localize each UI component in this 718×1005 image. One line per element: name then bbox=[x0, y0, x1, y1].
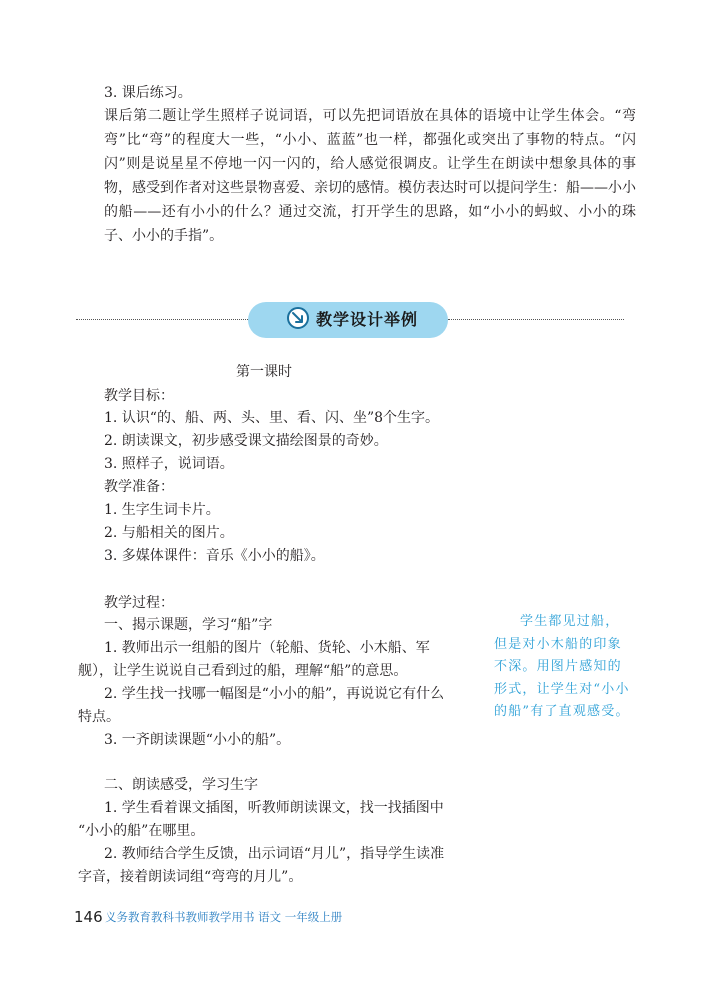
arrow-circle-icon bbox=[287, 307, 309, 329]
section2-title: 二、朗读感受，学习生字 bbox=[104, 777, 258, 793]
divider-left bbox=[76, 319, 248, 320]
page-number: 146 bbox=[74, 908, 103, 926]
prep-item: 1. 生字生词卡片。 bbox=[104, 502, 220, 518]
section2-line: “小小的船”在哪里。 bbox=[78, 823, 205, 839]
goals-heading: 教学目标： bbox=[104, 388, 174, 404]
goal-item: 1. 认识“的、船、两、头、里、看、闪、坐”8个生字。 bbox=[104, 410, 440, 426]
exercise-heading: 3. 课后练习。 bbox=[104, 85, 192, 101]
exercise-body: 课后第二题让学生照样子说词语，可以先把词语放在具体的语境中让学生体会。“弯弯”比“弯”的程度大一些，“小小、蓝蓝”也一样，都强化或突出了事物的特点。“闪闪”则是说星星不停地一闪一闪的，给人感觉很调皮。让学生在朗读中想象具体的事物，感受到作者对这些景物喜爱、亲切的感情。模仿表达时可以提问学生：船——小小的船——还有小小的什么？通过交流，打开学生的思路，如“小小的蚂蚁、小小的珠子、小小的手指”。 bbox=[104, 108, 636, 244]
side-note: 学生都见过船，但是对小木船的印象不深。用图片感知的形式，让学生对“小小的船”有了直观感受。 bbox=[494, 614, 630, 720]
section1-title: 一、揭示课题，学习“船”字 bbox=[104, 617, 273, 633]
goal-item: 2. 朗读课文，初步感受课文描绘图景的奇妙。 bbox=[104, 433, 388, 449]
banner-title: 教学设计举例 bbox=[316, 310, 419, 329]
process-heading: 教学过程： bbox=[104, 595, 174, 611]
divider-right bbox=[448, 319, 624, 320]
prep-heading: 教学准备： bbox=[104, 479, 174, 495]
book-title: 义务教育教科书教师教学用书 语文 一年级上册 bbox=[105, 910, 343, 924]
section1-line: 1. 教师出示一组船的图片（轮船、货轮、小木船、军 bbox=[104, 640, 430, 656]
section1-line: 3. 一齐朗读课题“小小的船”。 bbox=[104, 732, 291, 748]
section2-line: 2. 教师结合学生反馈，出示词语“月儿”，指导学生读准 bbox=[104, 846, 445, 862]
prep-item: 2. 与船相关的图片。 bbox=[104, 525, 234, 541]
section1-line: 2. 学生找一找哪一幅图是“小小的船”，再说说它有什么 bbox=[104, 686, 445, 702]
prep-item: 3. 多媒体课件：音乐《小小的船》。 bbox=[104, 548, 325, 564]
section2-line: 字音，接着朗读词组“弯弯的月儿”。 bbox=[78, 869, 303, 885]
goal-item: 3. 照样子，说词语。 bbox=[104, 456, 234, 472]
section2-line: 1. 学生看着课文插图，听教师朗读课文，找一找插图中 bbox=[104, 800, 444, 816]
section1-line: 舰），让学生说说自己看到过的船，理解“船”的意思。 bbox=[78, 663, 408, 679]
lesson-title: 第一课时 bbox=[236, 364, 292, 380]
section1-line: 特点。 bbox=[78, 709, 120, 725]
